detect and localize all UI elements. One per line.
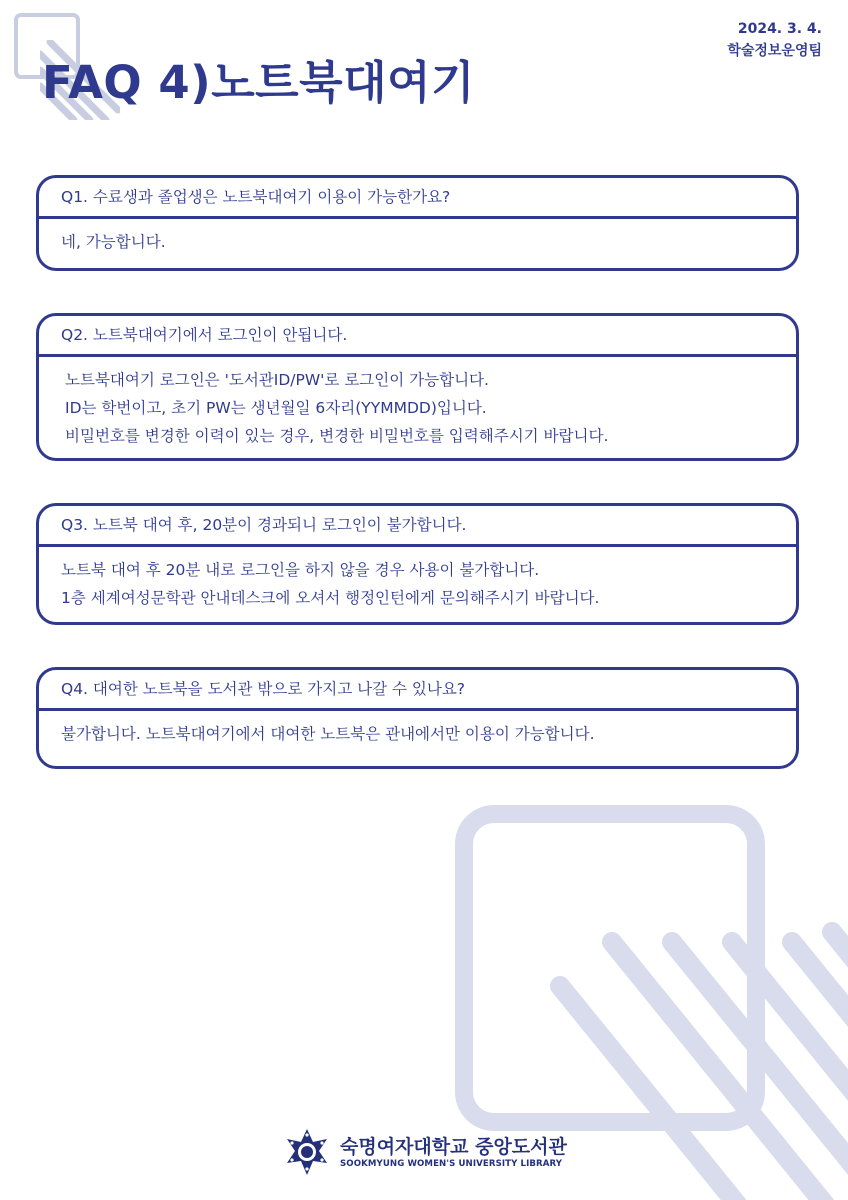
faq-card-4 (36, 667, 799, 769)
document-meta (727, 18, 822, 62)
faq-answer-line: 네, 가능합니다. (61, 233, 166, 251)
footer (282, 1124, 567, 1180)
faq-card-1 (36, 175, 799, 271)
faq-answer-4 (39, 711, 796, 748)
faq-answer-line: 불가합니다. 노트북대여기에서 대여한 노트북은 관내에서만 이용이 가능합니다. (61, 725, 595, 743)
faq-answer-line: 비밀번호를 변경한 이력이 있는 경우, 변경한 비밀번호를 입력해주시기 바랍니다. (65, 427, 609, 445)
faq-card-3 (36, 503, 799, 625)
page-title: FAQ 4)노트북대여기 (42, 56, 476, 109)
faq-answer-3 (39, 547, 796, 612)
faq-question-3: Q3. 노트북 대여 후, 20분이 경과되니 로그인이 불가합니다. (39, 506, 796, 547)
document-date: 2024. 3. 4. (737, 21, 822, 37)
faq-question-2: Q2. 노트북대여기에서 로그인이 안됩니다. (39, 316, 796, 357)
faq-answer-line: 노트북대여기 로그인은 '도서관ID/PW'로 로그인이 가능합니다. (65, 371, 489, 389)
star-emblem-icon (282, 1127, 332, 1177)
library-name-korean: 숙명여자대학교 중앙도서관 (340, 1136, 567, 1158)
faq-question-1: Q1. 수료생과 졸업생은 노트북대여기 이용이 가능한가요? (39, 178, 796, 219)
faq-answer-line: 1층 세계여성문학관 안내데스크에 오셔서 행정인턴에게 문의해주시기 바랍니다. (61, 589, 600, 607)
faq-card-2 (36, 313, 799, 461)
library-name-english: SOOKMYUNG WOMEN'S UNIVERSITY LIBRARY (340, 1159, 563, 1169)
document-team: 학술정보운영팀 (727, 43, 822, 59)
faq-answer-2 (39, 357, 796, 450)
footer-text (340, 1135, 567, 1169)
faq-answer-line: 노트북 대여 후 20분 내로 로그인을 하지 않을 경우 사용이 불가합니다. (61, 561, 540, 579)
faq-answer-line: ID는 학번이고, 초기 PW는 생년월일 6자리(YYMMDD)입니다. (65, 399, 487, 417)
faq-answer-1 (39, 219, 796, 256)
faq-question-4: Q4. 대여한 노트북을 도서관 밖으로 가지고 나갈 수 있나요? (39, 670, 796, 711)
